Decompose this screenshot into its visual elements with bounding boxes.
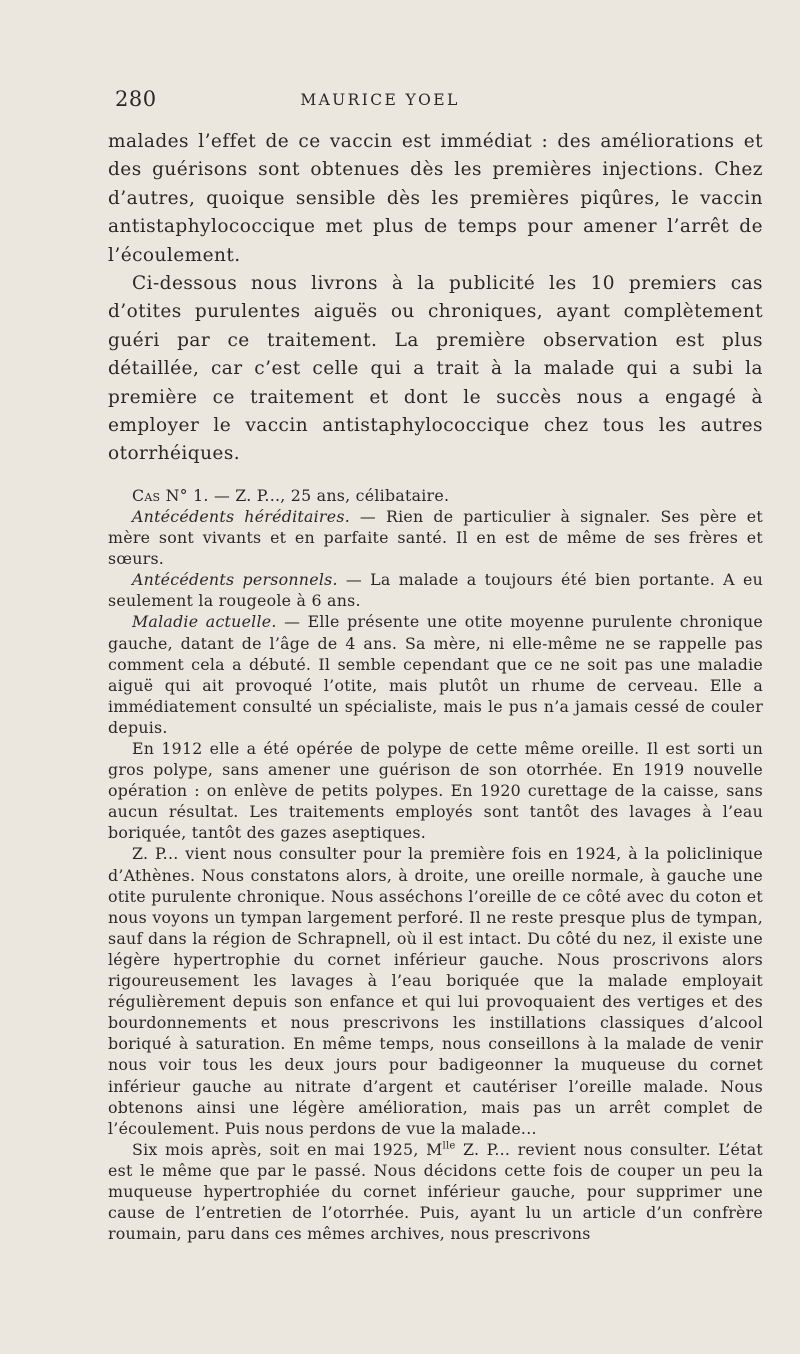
current-text: — Elle présente une otite moyenne purulente chronique gauche, datant de l’âge de 4 ans. Sa mère, ni elle-même ne se rappelle pas comment cela a débuté. Il semble cependant que ce ne soit pas une maladie aiguë qui ait provoqué l’otite, mais plutôt un rhume de cerveau. Elle a immédiatement consulté un spécialiste, mais le pus n’a jamais cessé de couler depuis.	[108, 612, 763, 737]
intro-paragraph: Ci-dessous nous livrons à la publicité les 10 premiers cas d’otites purulentes aiguës ou chroniques, ayant complètement guéri par ce traitement. La première observation est plus détaillée, car c’est celle qui a trait à la malade qui a subi la première ce traitement et dont le succès nous a engagé à employer le vaccin antistaphylococcique chez tous les autres otorrhéiques.	[108, 273, 763, 465]
paragraph-1925-start: Six mois après, soit en mai 1925, M	[132, 1139, 443, 1159]
paragraph-1925	[108, 1139, 763, 1244]
personal-label: Antécédents personnels.	[132, 570, 338, 590]
personal-paragraph	[108, 569, 763, 611]
page-header	[115, 87, 765, 117]
current-label: Maladie actuelle.	[132, 612, 277, 632]
case-number: N° 1. — Z. P..., 25 ans, célibataire.	[165, 485, 450, 505]
intro-paragraph: malades l’effet de ce vaccin est immédiat : des améliorations et des guérisons sont obtenues dès les premières injections. Chez d’autres, quoique sensible dès les premières piqûres, le vaccin antistaphylococcique met plus de temps pour amener l’arrêt de l’écoulement.	[108, 131, 763, 266]
paragraph-1912: En 1912 elle a été opérée de polype de cette même oreille. Il est sorti un gros polype, sans amener une guérison de son otorrhée. En 1919 nouvelle opération : on enlève de petits polypes. En 1920 curettage de la caisse, sans aucun résultat. Les traitements employés sont tantôt des lavages à l’eau boriquée, tantôt des gazes aseptiques.	[108, 739, 763, 843]
case-observation	[108, 485, 763, 1244]
page-body	[108, 128, 763, 1244]
current-paragraph	[108, 611, 763, 738]
paragraph-1925-rest: Z. P... revient nous consulter. L’état est le même que par le passé. Nous décidons cette fois de couper un peu la muqueuse hypertrophiée du cornet inférieur gauche, pour supprimer une cause de l’entretien de l’otorrhée. Puis, ayant lu un article d’un confrère roumain, paru dans ces mêmes archives, nous prescrivons	[108, 1139, 764, 1244]
hereditary-paragraph	[108, 506, 763, 569]
hereditary-label: Antécédents héréditaires.	[132, 506, 350, 526]
superscript-lle: lle	[442, 1140, 456, 1152]
hereditary-text: — Rien de particulier à signaler. Ses père et mère sont vivants et en parfaite santé. Il en est de même de ses frères et sœurs.	[108, 506, 763, 569]
paragraph-1924: Z. P... vient nous consulter pour la première fois en 1924, à la policlinique d’Athènes. Nous constatons alors, à droite, une oreille normale, à gauche une otite purulente chronique. Nous asséchons l’oreille de ce côté avec du coton et nous voyons un tympan largement perforé. Il ne reste presque plus de tympan, sauf dans la région de Schrapnell, où il est intact. Du côté du nez, il existe une légère hypertrophie du cornet inférieur gauche. Nous proscrivons alors rigoureusement les lavages à l’eau boriquée que la malade employait régulièrement depuis son enfance et qui lui provoquaient des vertiges et des bourdonnements et nous prescrivons les instillations classiques d’alcool boriqué à saturation. En même temps, nous conseillons à la malade de venir nous voir tous les deux jours pour badigeonner la muqueuse du cornet inférieur gauche au nitrate d’argent et cautériser l’oreille malade. Nous obtenons ainsi une légère amélioration, mais pas un arrêt complet de l’écoulement. Puis nous perdons de vue la malade...	[108, 844, 763, 1138]
case-label: Cas	[132, 485, 161, 505]
page-number: 280	[115, 87, 157, 111]
intro-section	[108, 128, 763, 469]
personal-text: — La malade a toujours été bien portante. A eu seulement la rougeole à 6 ans.	[108, 570, 763, 611]
case-heading	[108, 485, 763, 506]
running-head: MAURICE YOEL	[300, 91, 460, 109]
